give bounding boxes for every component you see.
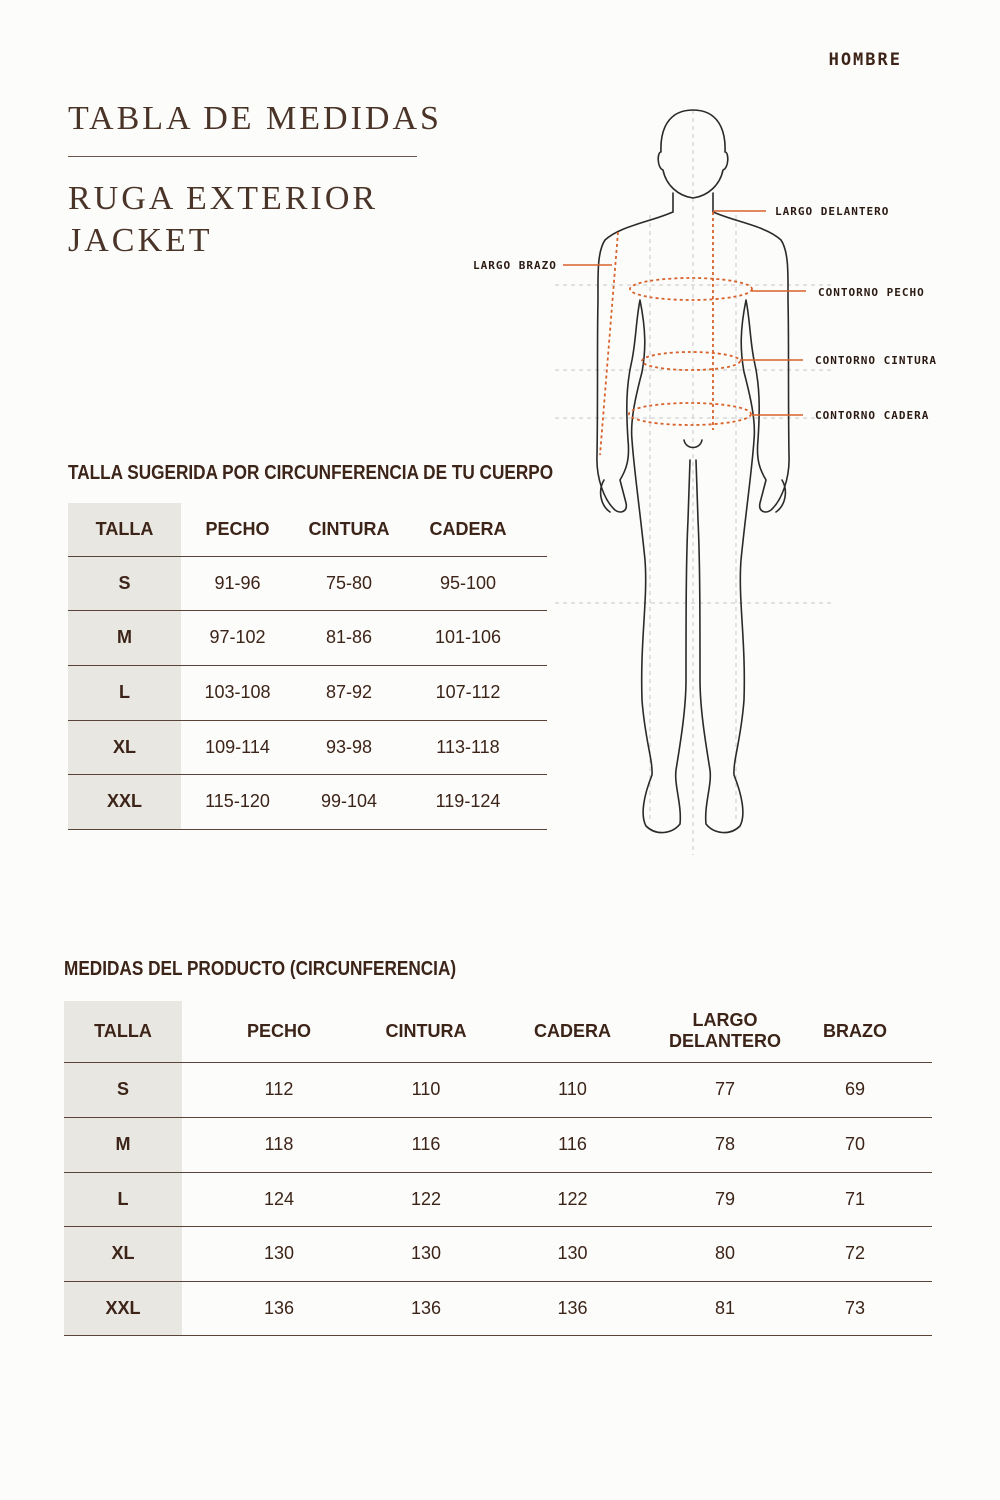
cell-brazo: 71 xyxy=(781,1172,929,1226)
header-largo-line2: DELANTERO xyxy=(669,1031,781,1052)
cell-talla: L xyxy=(64,1172,182,1226)
cell-talla: XL xyxy=(64,1226,182,1281)
cell-cadera: 116 xyxy=(476,1117,669,1172)
cell-largo: 80 xyxy=(669,1226,781,1281)
cell-cintura: 130 xyxy=(376,1226,476,1281)
page-title: TABLA DE MEDIDAS xyxy=(68,100,442,137)
cell-talla: XL xyxy=(68,720,181,774)
cell-talla: XXL xyxy=(64,1281,182,1335)
cell-cadera: 113-118 xyxy=(404,720,532,774)
cell-cintura: 136 xyxy=(376,1281,476,1335)
cell-pecho: 124 xyxy=(182,1172,376,1226)
cell-pecho: 136 xyxy=(182,1281,376,1335)
cell-cadera: 107-112 xyxy=(404,665,532,720)
cell-cadera: 122 xyxy=(476,1172,669,1226)
cell-brazo: 70 xyxy=(781,1117,929,1172)
cell-cadera: 95-100 xyxy=(404,556,532,610)
cell-cadera: 119-124 xyxy=(404,774,532,829)
product-name xyxy=(68,178,378,262)
header-pecho: PECHO xyxy=(181,503,294,556)
product-name-line2: JACKET xyxy=(68,222,213,259)
header-talla: TALLA xyxy=(68,503,181,556)
header-brazo: BRAZO xyxy=(781,1001,929,1062)
cell-cadera: 110 xyxy=(476,1062,669,1117)
gender-label: HOMBRE xyxy=(828,50,902,70)
product-table-title: MEDIDAS DEL PRODUCTO (CIRCUNFERENCIA) xyxy=(64,958,457,980)
table-row xyxy=(64,1281,932,1335)
cell-largo: 81 xyxy=(669,1281,781,1335)
label-contorno-cintura: CONTORNO CINTURA xyxy=(815,354,937,367)
table-row xyxy=(64,1117,932,1172)
header-cadera: CADERA xyxy=(476,1001,669,1062)
cell-cintura: 122 xyxy=(376,1172,476,1226)
cell-cadera: 101-106 xyxy=(404,610,532,665)
header-cintura: CINTURA xyxy=(376,1001,476,1062)
cell-brazo: 73 xyxy=(781,1281,929,1335)
label-contorno-cadera: CONTORNO CADERA xyxy=(815,409,930,422)
cell-pecho: 112 xyxy=(182,1062,376,1117)
cell-talla: M xyxy=(64,1117,182,1172)
cell-cintura: 99-104 xyxy=(294,774,404,829)
product-size-table xyxy=(64,1001,932,1336)
cell-pecho: 103-108 xyxy=(181,665,294,720)
cell-largo: 78 xyxy=(669,1117,781,1172)
body-measurement-diagram xyxy=(540,100,960,860)
cell-largo: 77 xyxy=(669,1062,781,1117)
label-largo-brazo: LARGO BRAZO xyxy=(473,259,557,272)
cell-cintura: 93-98 xyxy=(294,720,404,774)
cell-talla: M xyxy=(68,610,181,665)
table-header-row xyxy=(64,1001,932,1062)
header-pecho: PECHO xyxy=(182,1001,376,1062)
header-largo-delantero xyxy=(669,1001,781,1062)
table-row xyxy=(64,1062,932,1117)
table-row xyxy=(68,556,547,610)
cell-pecho: 97-102 xyxy=(181,610,294,665)
header-cintura: CINTURA xyxy=(294,503,404,556)
label-largo-delantero: LARGO DELANTERO xyxy=(775,205,890,218)
cell-cintura: 87-92 xyxy=(294,665,404,720)
cell-largo: 79 xyxy=(669,1172,781,1226)
table-row xyxy=(64,1226,932,1281)
cell-pecho: 109-114 xyxy=(181,720,294,774)
table-row xyxy=(68,720,547,774)
table-row xyxy=(68,665,547,720)
cell-brazo: 72 xyxy=(781,1226,929,1281)
body-table-title: TALLA SUGERIDA POR CIRCUNFERENCIA DE TU CUERPO xyxy=(68,462,554,484)
header-largo-line1: LARGO xyxy=(692,1010,758,1031)
cell-brazo: 69 xyxy=(781,1062,929,1117)
cell-cadera: 130 xyxy=(476,1226,669,1281)
header-cadera: CADERA xyxy=(404,503,532,556)
cell-pecho: 91-96 xyxy=(181,556,294,610)
table-row xyxy=(68,774,547,829)
cell-cintura: 116 xyxy=(376,1117,476,1172)
product-name-line1: RUGA EXTERIOR xyxy=(68,180,379,217)
cell-cintura: 81-86 xyxy=(294,610,404,665)
header-talla: TALLA xyxy=(64,1001,182,1062)
table-header-row xyxy=(68,503,547,556)
cell-talla: S xyxy=(68,556,181,610)
body-size-table xyxy=(68,503,547,830)
cell-pecho: 130 xyxy=(182,1226,376,1281)
cell-pecho: 118 xyxy=(182,1117,376,1172)
cell-cintura: 75-80 xyxy=(294,556,404,610)
cell-talla: S xyxy=(64,1062,182,1117)
cell-cadera: 136 xyxy=(476,1281,669,1335)
cell-talla: XXL xyxy=(68,774,181,829)
title-divider xyxy=(68,156,417,157)
cell-pecho: 115-120 xyxy=(181,774,294,829)
table-row xyxy=(68,610,547,665)
label-contorno-pecho: CONTORNO PECHO xyxy=(818,286,925,299)
table-row xyxy=(64,1172,932,1226)
cell-talla: L xyxy=(68,665,181,720)
cell-cintura: 110 xyxy=(376,1062,476,1117)
